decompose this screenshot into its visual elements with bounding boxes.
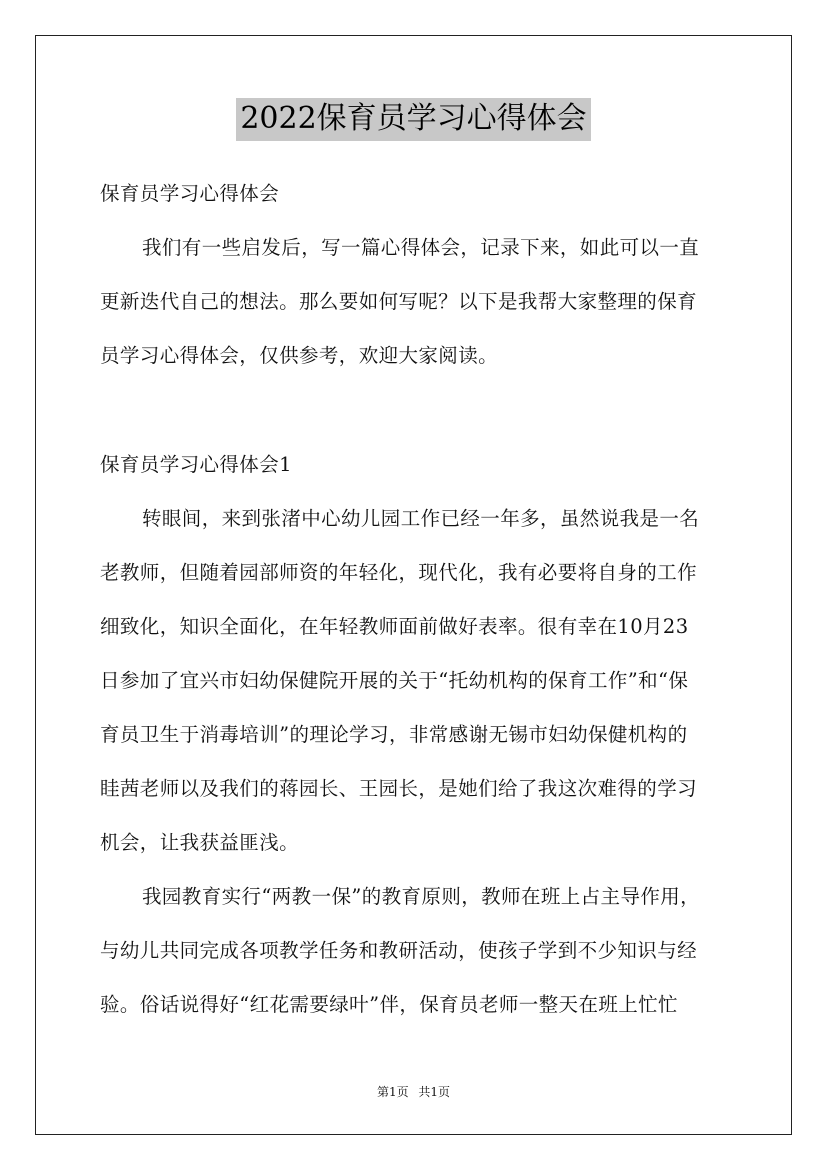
paragraph-line: 与幼儿共同完成各项教学任务和教研活动，使孩子学到不少知识与经 <box>100 939 698 962</box>
page-total: 共1页 <box>418 1085 451 1099</box>
intro-line: 更新迭代自己的想法。那么要如何写呢？以下是我帮大家整理的保育 <box>100 290 698 313</box>
paragraph-line: 转眼间，来到张渚中心幼儿园工作已经一年多，虽然说我是一名 <box>142 507 700 530</box>
document-title: 2022保育员学习心得体会 <box>236 98 590 141</box>
paragraph-line: 日参加了宜兴市妇幼保健院开展的关于“托幼机构的保育工作”和“保 <box>100 669 689 692</box>
page-footer <box>0 1083 827 1100</box>
page-number: 第1页 <box>376 1085 409 1099</box>
paragraph-line: 验。俗话说得好“红花需要绿叶”伴，保育员老师一整天在班上忙忙 <box>100 993 678 1016</box>
paragraph-line: 我园教育实行“两教一保”的教育原则，教师在班上占主导作用， <box>142 885 701 908</box>
title-container <box>0 98 827 141</box>
paragraph-line: 老教师，但随着园部师资的年轻化，现代化，我有必要将自身的工作 <box>100 561 698 584</box>
paragraph-line: 细致化，知识全面化，在年轻教师面前做好表率。很有幸在10月23 <box>100 615 689 638</box>
subtitle: 保育员学习心得体会 <box>100 182 280 205</box>
paragraph-line: 眭茜老师以及我们的蒋园长、王园长，是她们给了我这次难得的学习 <box>100 777 698 800</box>
section-heading: 保育员学习心得体会1 <box>100 453 292 476</box>
intro-line: 我们有一些启发后，写一篇心得体会，记录下来，如此可以一直 <box>142 236 700 259</box>
intro-line: 员学习心得体会，仅供参考，欢迎大家阅读。 <box>100 344 499 367</box>
paragraph-line: 育员卫生于消毒培训”的理论学习，非常感谢无锡市妇幼保健机构的 <box>100 723 688 746</box>
paragraph-line: 机会，让我获益匪浅。 <box>100 831 300 854</box>
